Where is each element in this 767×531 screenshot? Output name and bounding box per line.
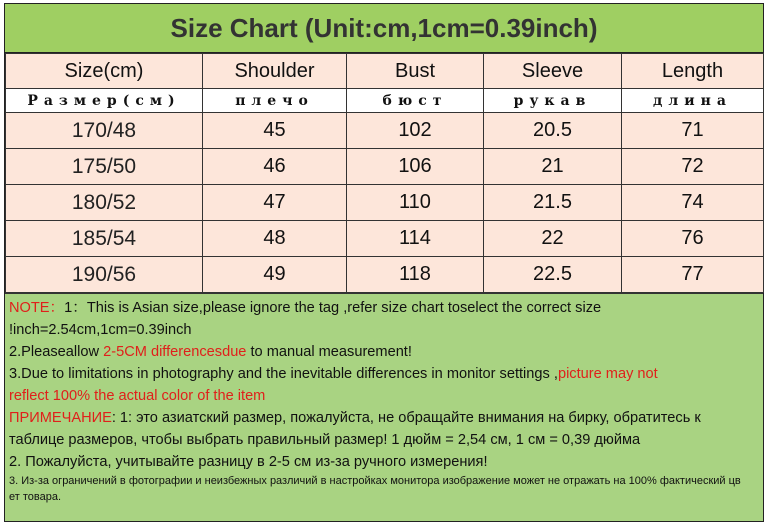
table-row-shoulder-cell: 47 <box>203 185 347 221</box>
table-row-bust-cell: 110 <box>347 185 484 221</box>
table-row <box>6 185 764 221</box>
table-row-bust-cell: 118 <box>347 257 484 293</box>
table-row <box>6 113 764 149</box>
table-row <box>6 221 764 257</box>
header-row-ru-shoulder-cell: плечо <box>203 89 347 113</box>
size-chart <box>4 3 764 522</box>
header-row <box>6 54 764 89</box>
header-row-ru-sleeve-cell: рукав <box>484 89 622 113</box>
note-label: NOTE： <box>9 300 65 316</box>
table-row-sleeve-cell: 22.5 <box>484 257 622 293</box>
table-row-size-cell: 190/56 <box>6 257 203 293</box>
table-row-length-cell: 74 <box>622 185 764 221</box>
table-row-bust-cell: 106 <box>347 149 484 185</box>
header-row-sleeve-cell: Sleeve <box>484 54 622 89</box>
notes-section <box>5 293 763 521</box>
note-ru-3a: 3. Из-за ограничений в фотографии и неизбежных различий в настройках монитора изображение может не отражать на 100% фактический цв <box>9 475 741 487</box>
table-row-bust-cell: 114 <box>347 221 484 257</box>
header-row-size-cell: Size(cm) <box>6 54 203 89</box>
header-row-ru <box>6 89 764 113</box>
note-ru-label: ПРИМЕЧАНИЕ <box>9 410 112 426</box>
note-ru-1b: таблице размеров, чтобы выбрать правильный размер! 1 дюйм = 2,54 см, 1 см = 0,39 дюйма <box>9 432 641 448</box>
table-row-bust-cell: 102 <box>347 113 484 149</box>
table-row-length-cell: 71 <box>622 113 764 149</box>
note-ru-2: 2. Пожалуйста, учитывайте разницу в 2-5 см из-за ручного измерения! <box>9 454 488 470</box>
note-1b: !inch=2.54cm,1cm=0.39inch <box>9 322 192 338</box>
chart-title: Size Chart (Unit:cm,1cm=0.39inch) <box>5 4 763 53</box>
note-3b: reflect 100% the actual color of the item <box>9 388 266 404</box>
header-row-ru-length-cell: длина <box>622 89 764 113</box>
header-row-shoulder-cell: Shoulder <box>203 54 347 89</box>
table-row-length-cell: 76 <box>622 221 764 257</box>
size-table <box>5 53 764 293</box>
table-row <box>6 257 764 293</box>
table-row-shoulder-cell: 49 <box>203 257 347 293</box>
table-row-shoulder-cell: 48 <box>203 221 347 257</box>
table-row-length-cell: 72 <box>622 149 764 185</box>
table-row-sleeve-cell: 21 <box>484 149 622 185</box>
note-3: 3.Due to limitations in photography and the inevitable differences in monitor settings ,picture may not <box>9 366 658 382</box>
table-row-size-cell: 180/52 <box>6 185 203 221</box>
note-1: NOTE：1：This is Asian size,please ignore the tag ,refer size chart toselect the correct size <box>9 300 602 316</box>
note-ru-1: ПРИМЕЧАНИЕ: 1: это азиатский размер, пожалуйста, не обращайте внимания на бирку, обратитесь к <box>9 410 701 426</box>
table-row-sleeve-cell: 21.5 <box>484 185 622 221</box>
table-row-size-cell: 170/48 <box>6 113 203 149</box>
table-row-length-cell: 77 <box>622 257 764 293</box>
table-row <box>6 149 764 185</box>
note-ru-3b: ет товара. <box>9 491 62 503</box>
header-row-ru-size-cell: Размер(см) <box>6 89 203 113</box>
table-row-sleeve-cell: 20.5 <box>484 113 622 149</box>
header-row-length-cell: Length <box>622 54 764 89</box>
table-row-shoulder-cell: 45 <box>203 113 347 149</box>
size-table-body <box>6 54 764 293</box>
header-row-ru-bust-cell: бюст <box>347 89 484 113</box>
header-row-bust-cell: Bust <box>347 54 484 89</box>
table-row-shoulder-cell: 46 <box>203 149 347 185</box>
table-row-size-cell: 175/50 <box>6 149 203 185</box>
note-2: 2.Pleaseallow 2-5CM differencesdue to manual measurement! <box>9 344 412 360</box>
table-row-size-cell: 185/54 <box>6 221 203 257</box>
table-row-sleeve-cell: 22 <box>484 221 622 257</box>
